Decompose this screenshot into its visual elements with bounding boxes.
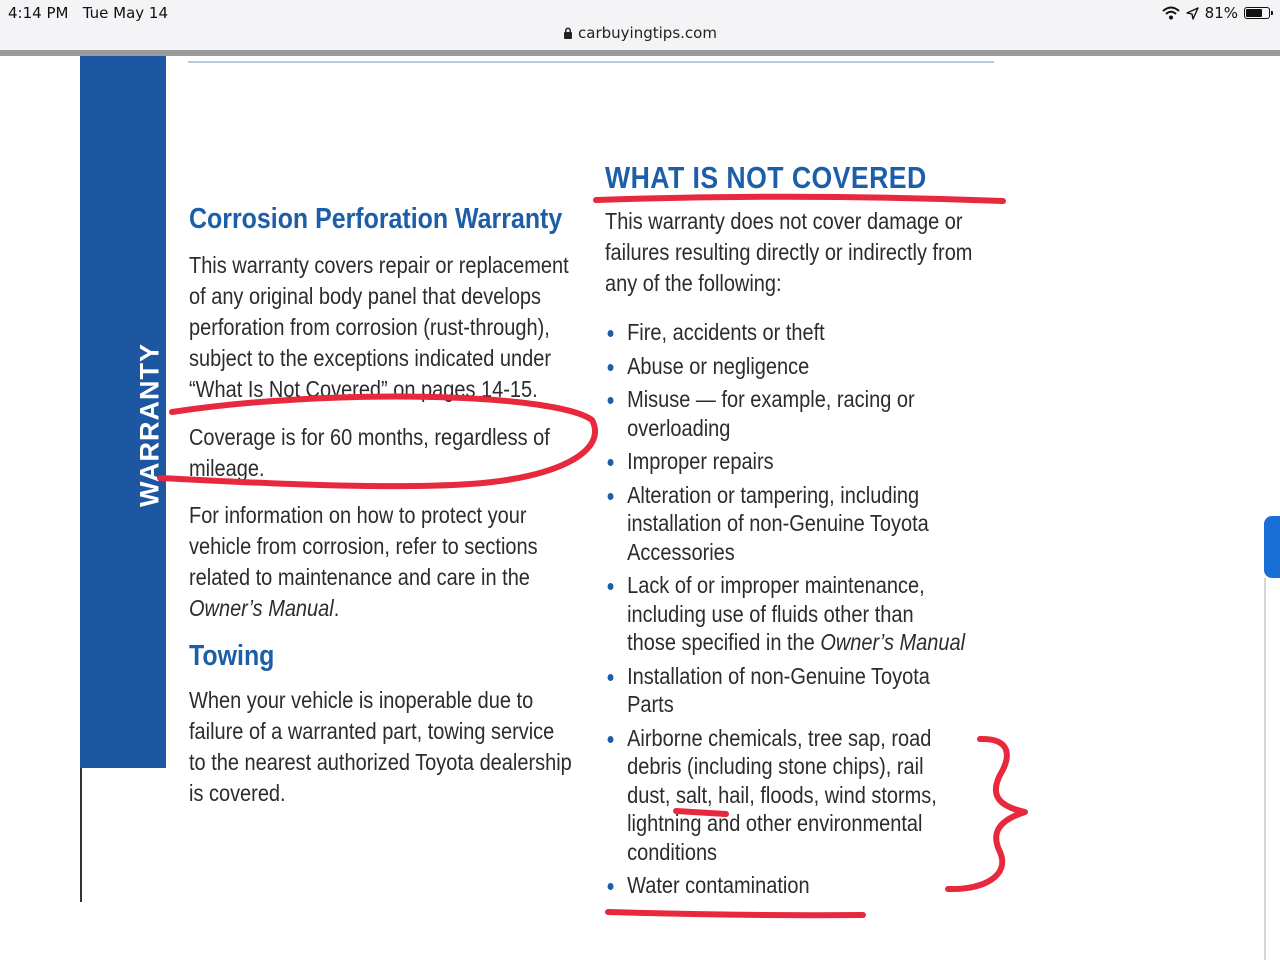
wifi-icon bbox=[1162, 6, 1180, 20]
owners-manual-title: Owner’s Manual bbox=[820, 629, 966, 655]
url-text: carbuyingtips.com bbox=[578, 24, 717, 42]
list-item: Water contamination bbox=[605, 871, 965, 900]
address-bar[interactable] bbox=[0, 24, 1280, 42]
lock-icon bbox=[563, 27, 573, 39]
coverage-paragraph: Coverage is for 60 months, regardless of mileage. bbox=[189, 424, 550, 481]
warranty-side-label: WARRANTY bbox=[134, 343, 165, 507]
corrosion-heading: Corrosion Perforation Warranty bbox=[189, 203, 563, 235]
list-item: Installation of non-Genuine Toyota Parts bbox=[605, 662, 965, 719]
status-indicators bbox=[1162, 3, 1270, 23]
list-item: Fire, accidents or theft bbox=[605, 318, 965, 347]
list-item: Alteration or tampering, including installation of non-Genuine Toyota Accessories bbox=[605, 481, 965, 567]
side-panel-tab[interactable] bbox=[1264, 516, 1280, 578]
list-item: Airborne chemicals, tree sap, road debris (including stone chips), rail dust, salt, hail, floods, wind storms, lightning and other environmental conditions bbox=[605, 724, 965, 867]
status-time: 4:14 PM Tue May 14 bbox=[8, 4, 169, 22]
battery-fill bbox=[1246, 9, 1262, 17]
not-covered-list bbox=[605, 318, 1029, 905]
battery-icon bbox=[1244, 7, 1270, 19]
owners-manual-title: Owner’s Manual bbox=[189, 595, 334, 621]
side-panel-edge bbox=[1264, 578, 1266, 960]
location-arrow-icon bbox=[1186, 7, 1199, 20]
towing-heading: Towing bbox=[189, 640, 275, 672]
not-covered-heading: WHAT IS NOT COVERED bbox=[605, 160, 927, 195]
list-item: Improper repairs bbox=[605, 447, 965, 476]
list-item: Misuse — for example, racing or overloading bbox=[605, 385, 965, 442]
list-item: Abuse or negligence bbox=[605, 352, 965, 381]
status-bar bbox=[0, 0, 1280, 50]
battery-percent: 81% bbox=[1204, 4, 1238, 22]
towing-paragraph: When your vehicle is inoperable due to failure of a warranted part, towing service to the nearest authorized Toyota dealership is covered. bbox=[189, 687, 572, 806]
top-rule bbox=[188, 61, 994, 63]
corrosion-info-paragraph: For information on how to protect your vehicle from corrosion, refer to sections related to maintenance and care in the Owner’s Manual. bbox=[189, 502, 538, 621]
side-band-rule bbox=[80, 768, 82, 902]
document-page[interactable] bbox=[0, 56, 1280, 960]
status-date: Tue May 14 bbox=[82, 4, 169, 22]
list-item: Lack of or improper maintenance, including use of fluids other than those specified in the Owner’s Manual bbox=[605, 571, 965, 657]
not-covered-intro: This warranty does not cover damage or failures resulting directly or indirectly from any of the following: bbox=[605, 208, 973, 296]
corrosion-paragraph: This warranty covers repair or replacement of any original body panel that develops perforation from corrosion (rust-through), subject to the exceptions indicated under “What Is Not Covered” on pages 14-15. bbox=[189, 252, 569, 402]
